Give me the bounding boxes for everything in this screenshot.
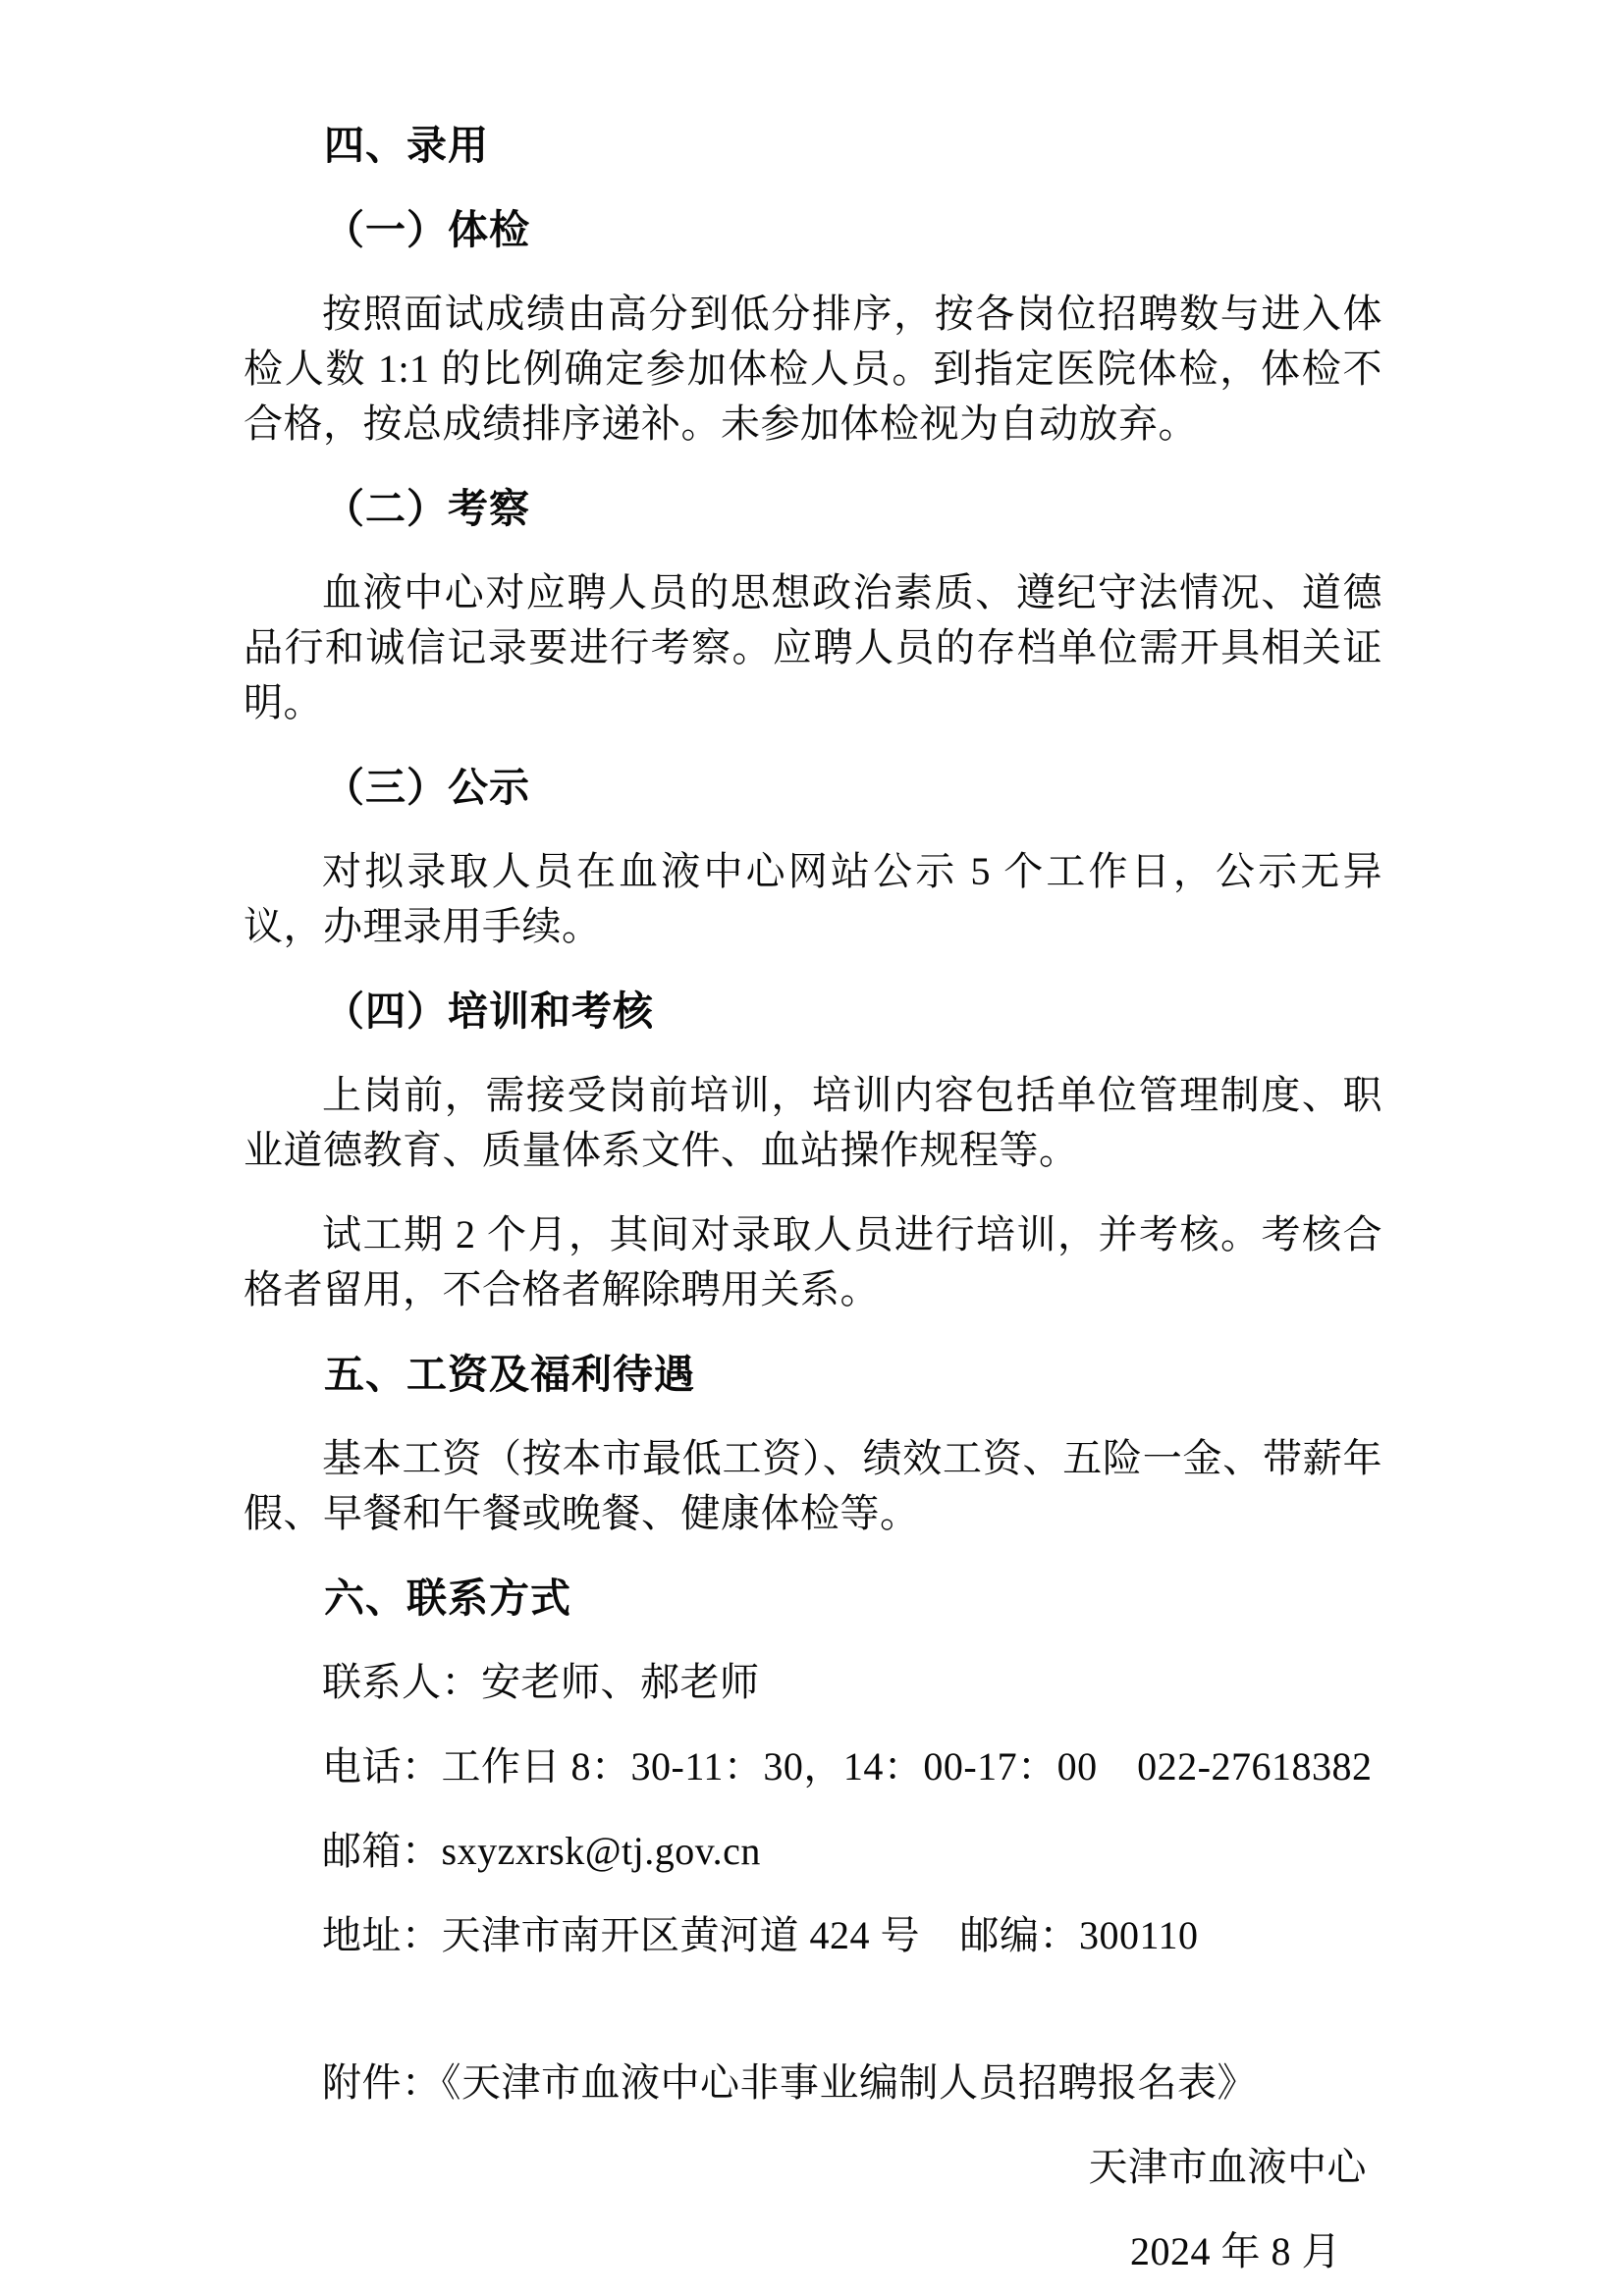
heading-4-4-training-assessment: （四）培训和考核: [324, 988, 654, 1034]
attachment-line: 附件：《天津市血液中心非事业编制人员招聘报名表》: [322, 2060, 1257, 2105]
contact-phone-line: 电话：工作日 8：30-11：30，14：00-17：00 022-27618382: [322, 1744, 1373, 1789]
contact-person-line: 联系人：安老师、郝老师: [322, 1660, 760, 1704]
paragraph-physical-exam: 按照面试成绩由高分到低分排序，按各岗位招聘数与进入体检人数 1:1 的比例确定参加体检人员。到指定医院体检，体检不合格，按总成绩排序递补。未参加体检视为自动放弃。: [244, 292, 1382, 446]
paragraph-probation-period: 试工期 2 个月，其间对录取人员进行培训，并考核。考核合格者留用，不合格者解除聘用关系。: [244, 1212, 1382, 1311]
heading-section5-salary-benefits: 五、工资及福利待遇: [324, 1352, 695, 1397]
heading-section4-employment: 四、录用: [324, 123, 489, 168]
issue-date: 2024 年 8 月: [1130, 2229, 1341, 2273]
heading-4-2-background-review: （二）考察: [324, 486, 530, 531]
paragraph-pre-job-training: 上岗前，需接受岗前培训，培训内容包括单位管理制度、职业道德教育、质量体系文件、血站操作规程等。: [244, 1073, 1382, 1172]
heading-4-1-physical-exam: （一）体检: [324, 207, 530, 252]
issuer-signature: 天津市血液中心: [1088, 2145, 1367, 2189]
heading-section6-contact: 六、联系方式: [324, 1575, 571, 1621]
contact-address-line: 地址：天津市南开区黄河道 424 号 邮编：300110: [322, 1913, 1199, 1957]
contact-email-line: 邮箱：sxyzxrsk@tj.gov.cn: [322, 1829, 761, 1873]
paragraph-salary-benefits: 基本工资（按本市最低工资）、绩效工资、五险一金、带薪年假、早餐和午餐或晚餐、健康体检等。: [244, 1436, 1382, 1535]
paragraph-public-notice: 对拟录取人员在血液中心网站公示 5 个工作日，公示无异议，办理录用手续。: [244, 849, 1382, 948]
paragraph-background-review: 血液中心对应聘人员的思想政治素质、遵纪守法情况、道德品行和诚信记录要进行考察。应聘人员的存档单位需开具相关证明。: [244, 570, 1382, 724]
heading-4-3-public-notice: （三）公示: [324, 765, 530, 810]
